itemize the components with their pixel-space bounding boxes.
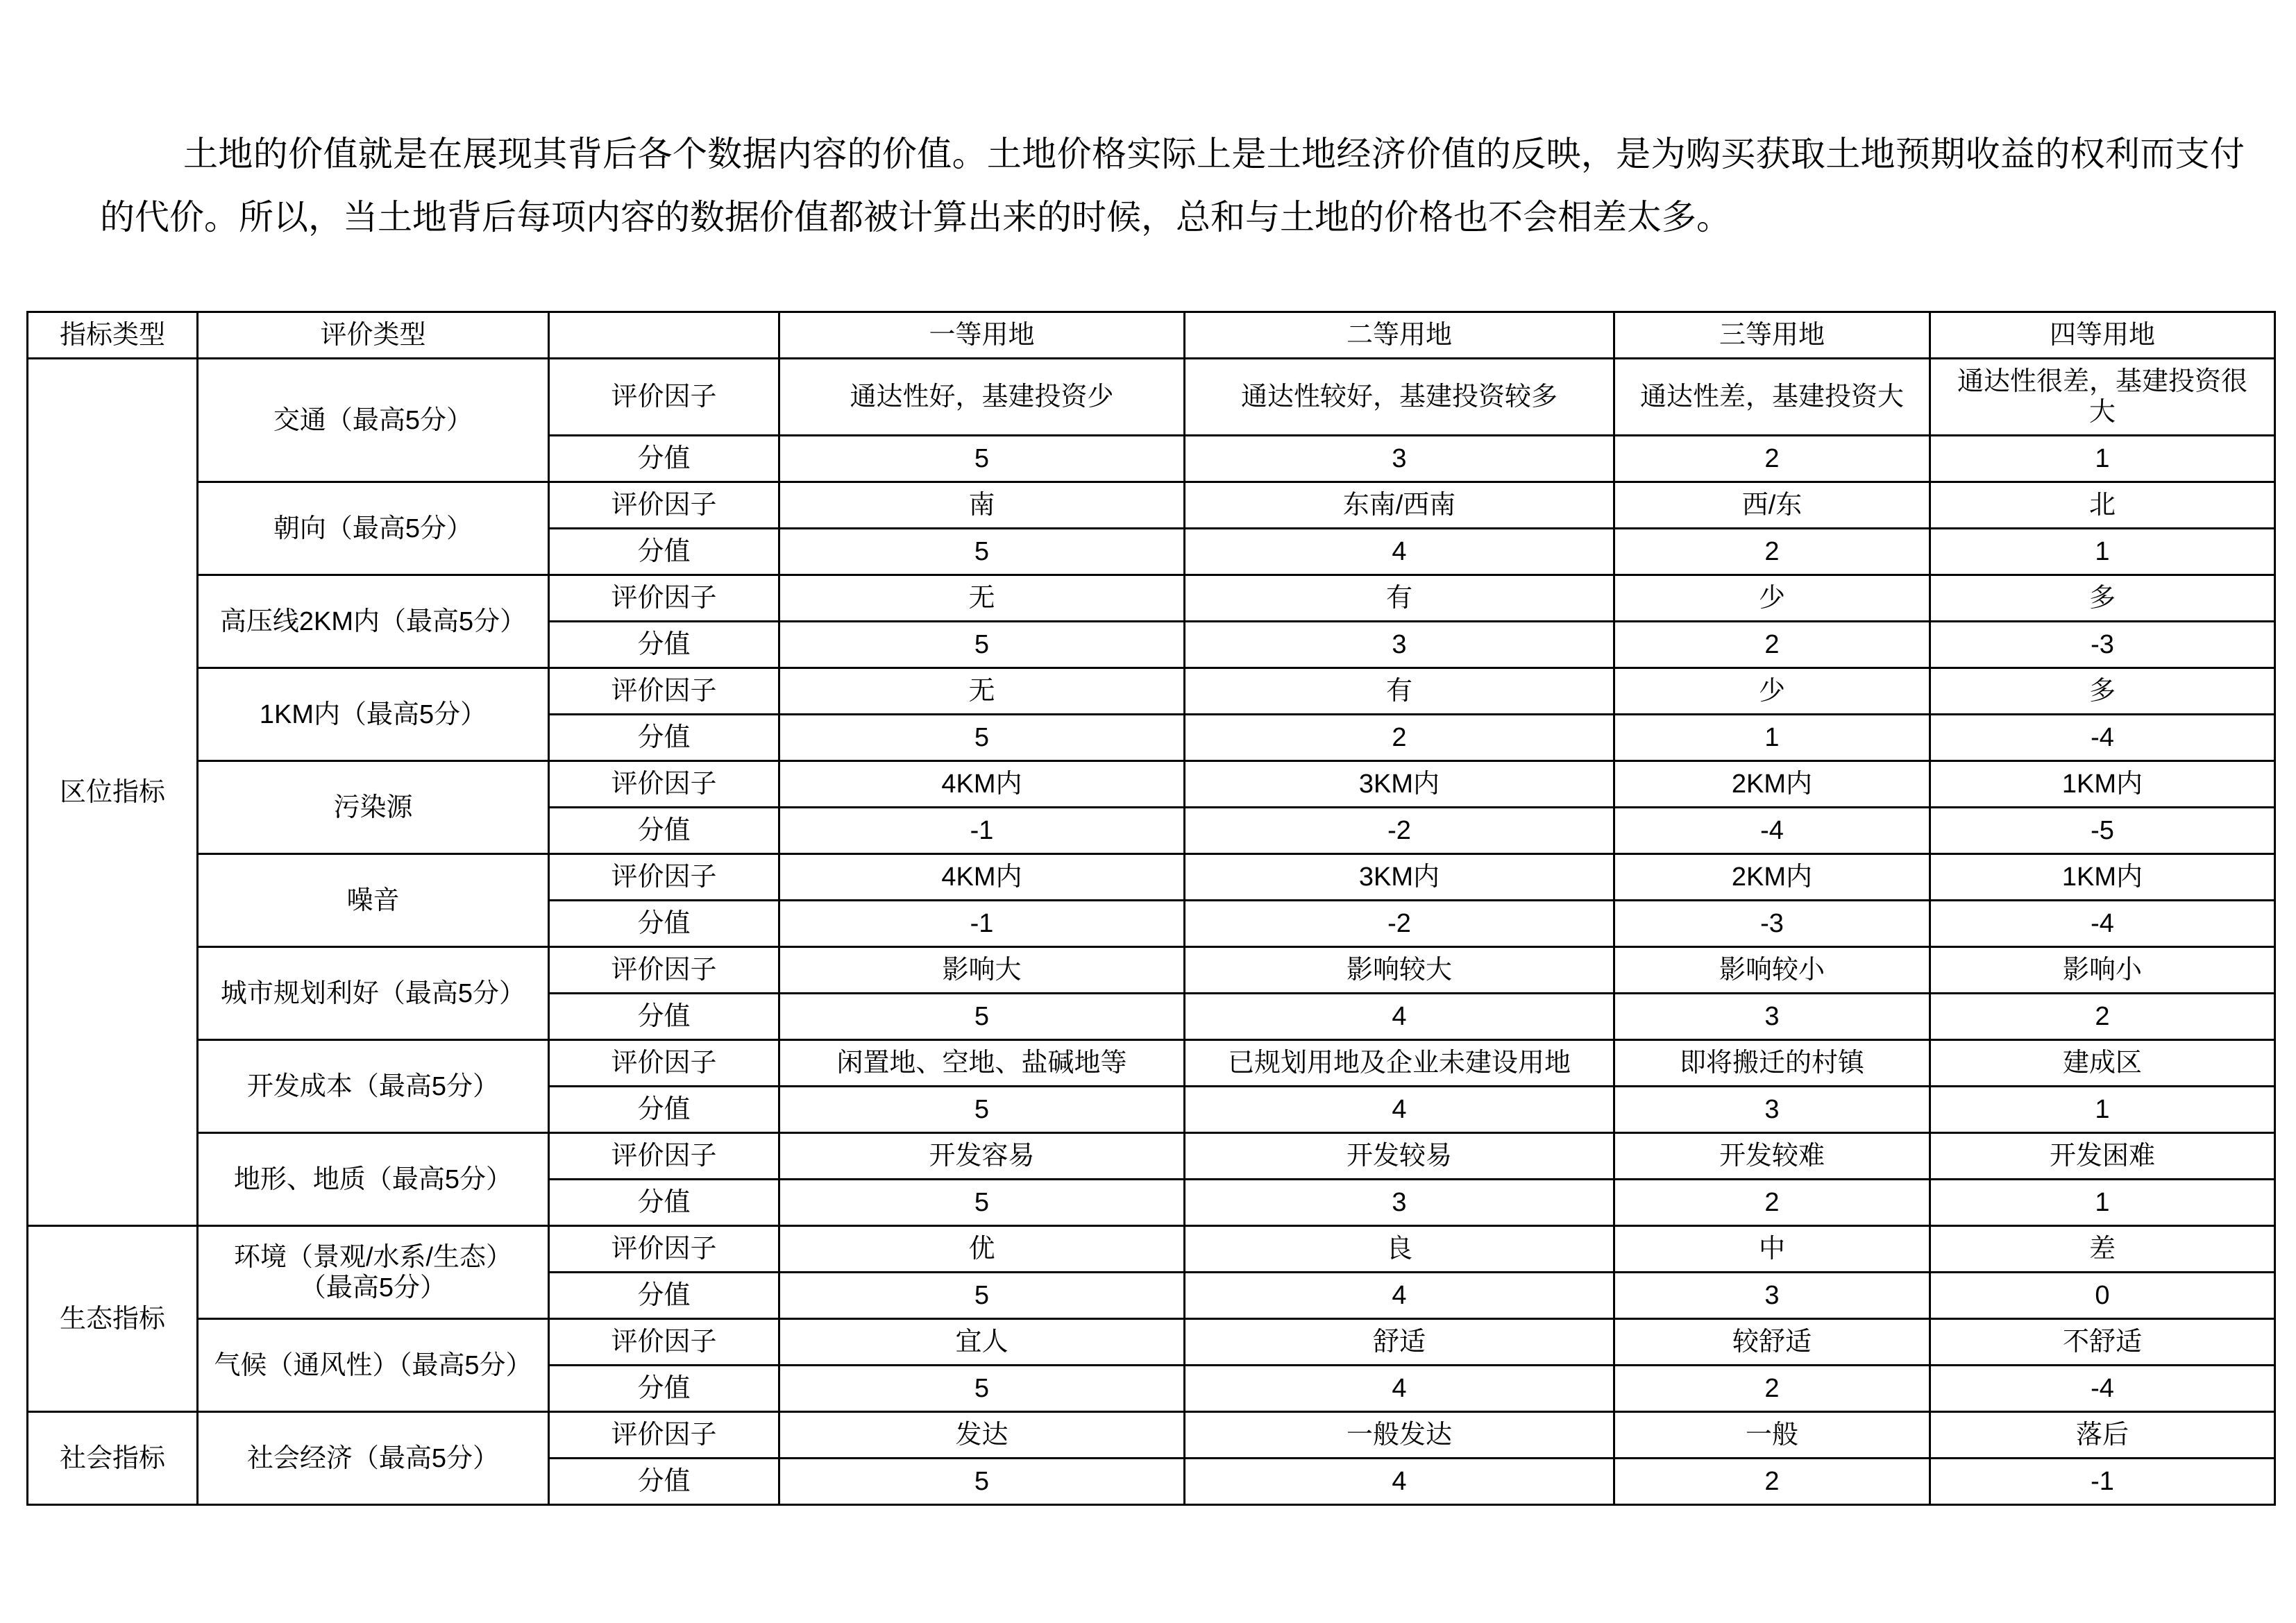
header-grade-4: 四等用地 xyxy=(1930,312,2275,359)
factor-cell: 影响大 xyxy=(779,947,1185,994)
score-cell: 5 xyxy=(779,1087,1185,1133)
score-label-cell: 分值 xyxy=(549,808,779,854)
factor-cell: 开发容易 xyxy=(779,1133,1185,1180)
category-cell: 社会指标 xyxy=(28,1412,198,1505)
score-cell: 3 xyxy=(1614,1087,1930,1133)
score-cell: 2 xyxy=(1614,436,1930,482)
factor-cell: 已规划用地及企业未建设用地 xyxy=(1185,1040,1614,1087)
score-cell: -3 xyxy=(1614,901,1930,947)
score-label-cell: 分值 xyxy=(549,901,779,947)
score-cell: 1 xyxy=(1930,1180,2275,1226)
factor-cell: 优 xyxy=(779,1226,1185,1273)
table-header xyxy=(28,312,2275,359)
score-cell: 2 xyxy=(1614,1366,1930,1412)
score-cell: 4 xyxy=(1185,1087,1614,1133)
factor-cell: 东南/西南 xyxy=(1185,482,1614,529)
score-cell: 2 xyxy=(1185,715,1614,761)
factor-cell: 2KM内 xyxy=(1614,761,1930,808)
land-grade-evaluation-table xyxy=(26,311,2276,1506)
score-label-cell: 分值 xyxy=(549,1180,779,1226)
score-cell: 2 xyxy=(1614,1180,1930,1226)
score-cell: 3 xyxy=(1614,994,1930,1040)
score-cell: 5 xyxy=(779,1366,1185,1412)
header-empty xyxy=(549,312,779,359)
factor-cell: 少 xyxy=(1614,668,1930,715)
score-cell: 2 xyxy=(1614,529,1930,575)
score-cell: 3 xyxy=(1185,436,1614,482)
score-label-cell: 分值 xyxy=(549,1273,779,1319)
score-cell: -4 xyxy=(1930,715,2275,761)
factor-cell: 4KM内 xyxy=(779,854,1185,901)
criterion-cell: 高压线2KM内（最高5分） xyxy=(198,575,549,668)
score-cell: -1 xyxy=(779,808,1185,854)
score-cell: 4 xyxy=(1185,529,1614,575)
factor-cell: 良 xyxy=(1185,1226,1614,1273)
criterion-cell: 朝向（最高5分） xyxy=(198,482,549,575)
table-body xyxy=(28,359,2275,1505)
factor-row xyxy=(28,854,2275,901)
criterion-cell: 污染源 xyxy=(198,761,549,854)
criterion-cell: 城市规划利好（最高5分） xyxy=(198,947,549,1040)
factor-label-cell: 评价因子 xyxy=(549,668,779,715)
score-cell: -2 xyxy=(1185,901,1614,947)
criterion-cell: 噪音 xyxy=(198,854,549,947)
factor-cell: 影响较大 xyxy=(1185,947,1614,994)
factor-cell: 南 xyxy=(779,482,1185,529)
score-cell: 5 xyxy=(779,436,1185,482)
category-cell: 区位指标 xyxy=(28,359,198,1226)
factor-label-cell: 评价因子 xyxy=(549,947,779,994)
factor-cell: 通达性差，基建投资大 xyxy=(1614,359,1930,436)
factor-label-cell: 评价因子 xyxy=(549,1133,779,1180)
score-label-cell: 分值 xyxy=(549,622,779,668)
factor-cell: 开发困难 xyxy=(1930,1133,2275,1180)
factor-cell: 发达 xyxy=(779,1412,1185,1459)
score-cell: -4 xyxy=(1930,1366,2275,1412)
factor-cell: 通达性很差，基建投资很大 xyxy=(1930,359,2275,436)
score-cell: 3 xyxy=(1185,622,1614,668)
score-label-cell: 分值 xyxy=(549,436,779,482)
factor-cell: 有 xyxy=(1185,668,1614,715)
criterion-cell: 交通（最高5分） xyxy=(198,359,549,482)
score-cell: 5 xyxy=(779,529,1185,575)
intro-paragraph: 土地的价值就是在展现其背后各个数据内容的价值。土地价格实际上是土地经济价值的反映，是为购买获取土地预期收益的权利而支付的代价。所以，当土地背后每项内容的数据价值都被计算出来的时候，总和与土地的价格也不会相差太多。 xyxy=(100,135,2245,237)
factor-row xyxy=(28,1319,2275,1366)
factor-cell: 通达性好，基建投资少 xyxy=(779,359,1185,436)
score-cell: -1 xyxy=(779,901,1185,947)
score-cell: 2 xyxy=(1614,622,1930,668)
score-cell: 2 xyxy=(1930,994,2275,1040)
factor-cell: 无 xyxy=(779,575,1185,622)
factor-cell: 西/东 xyxy=(1614,482,1930,529)
factor-cell: 有 xyxy=(1185,575,1614,622)
factor-label-cell: 评价因子 xyxy=(549,1319,779,1366)
criterion-cell: 地形、地质（最高5分） xyxy=(198,1133,549,1226)
score-label-cell: 分值 xyxy=(549,529,779,575)
factor-cell: 即将搬迁的村镇 xyxy=(1614,1040,1930,1087)
score-label-cell: 分值 xyxy=(549,1366,779,1412)
factor-cell: 较舒适 xyxy=(1614,1319,1930,1366)
factor-cell: 3KM内 xyxy=(1185,761,1614,808)
score-cell: 1 xyxy=(1614,715,1930,761)
score-cell: 4 xyxy=(1185,994,1614,1040)
factor-label-cell: 评价因子 xyxy=(549,1040,779,1087)
factor-row xyxy=(28,761,2275,808)
factor-cell: 1KM内 xyxy=(1930,854,2275,901)
score-cell: -5 xyxy=(1930,808,2275,854)
score-cell: 1 xyxy=(1930,436,2275,482)
factor-label-cell: 评价因子 xyxy=(549,359,779,436)
score-cell: 3 xyxy=(1185,1180,1614,1226)
factor-cell: 闲置地、空地、盐碱地等 xyxy=(779,1040,1185,1087)
factor-label-cell: 评价因子 xyxy=(549,482,779,529)
score-cell: 5 xyxy=(779,994,1185,1040)
score-cell: 2 xyxy=(1614,1459,1930,1505)
score-cell: -4 xyxy=(1930,901,2275,947)
score-cell: 5 xyxy=(779,1459,1185,1505)
category-cell: 生态指标 xyxy=(28,1226,198,1412)
factor-row xyxy=(28,1040,2275,1087)
factor-cell: 1KM内 xyxy=(1930,761,2275,808)
factor-label-cell: 评价因子 xyxy=(549,575,779,622)
score-cell: 0 xyxy=(1930,1273,2275,1319)
factor-cell: 差 xyxy=(1930,1226,2275,1273)
criterion-cell: 气候（通风性）（最高5分） xyxy=(198,1319,549,1412)
factor-cell: 2KM内 xyxy=(1614,854,1930,901)
score-cell: 5 xyxy=(779,1273,1185,1319)
factor-cell: 多 xyxy=(1930,668,2275,715)
criterion-cell: 1KM内（最高5分） xyxy=(198,668,549,761)
factor-row xyxy=(28,947,2275,994)
factor-cell: 舒适 xyxy=(1185,1319,1614,1366)
factor-cell: 影响小 xyxy=(1930,947,2275,994)
factor-cell: 4KM内 xyxy=(779,761,1185,808)
factor-cell: 开发较易 xyxy=(1185,1133,1614,1180)
factor-label-cell: 评价因子 xyxy=(549,761,779,808)
factor-cell: 一般发达 xyxy=(1185,1412,1614,1459)
factor-cell: 中 xyxy=(1614,1226,1930,1273)
score-cell: -1 xyxy=(1930,1459,2275,1505)
factor-cell: 无 xyxy=(779,668,1185,715)
header-evaluation-type: 评价类型 xyxy=(198,312,549,359)
score-cell: -4 xyxy=(1614,808,1930,854)
factor-row xyxy=(28,668,2275,715)
factor-cell: 北 xyxy=(1930,482,2275,529)
score-cell: 5 xyxy=(779,1180,1185,1226)
factor-label-cell: 评价因子 xyxy=(549,854,779,901)
factor-row xyxy=(28,1133,2275,1180)
header-grade-3: 三等用地 xyxy=(1614,312,1930,359)
score-label-cell: 分值 xyxy=(549,1087,779,1133)
score-cell: 1 xyxy=(1930,529,2275,575)
factor-cell: 一般 xyxy=(1614,1412,1930,1459)
factor-label-cell: 评价因子 xyxy=(549,1226,779,1273)
factor-label-cell: 评价因子 xyxy=(549,1412,779,1459)
factor-cell: 开发较难 xyxy=(1614,1133,1930,1180)
header-grade-2: 二等用地 xyxy=(1185,312,1614,359)
header-row xyxy=(28,312,2275,359)
score-label-cell: 分值 xyxy=(549,1459,779,1505)
header-grade-1: 一等用地 xyxy=(779,312,1185,359)
factor-cell: 少 xyxy=(1614,575,1930,622)
score-cell: 5 xyxy=(779,715,1185,761)
factor-cell: 宜人 xyxy=(779,1319,1185,1366)
factor-cell: 落后 xyxy=(1930,1412,2275,1459)
factor-cell: 3KM内 xyxy=(1185,854,1614,901)
score-cell: 4 xyxy=(1185,1366,1614,1412)
score-cell: -2 xyxy=(1185,808,1614,854)
score-cell: 1 xyxy=(1930,1087,2275,1133)
factor-cell: 通达性较好，基建投资较多 xyxy=(1185,359,1614,436)
criterion-cell: 社会经济（最高5分） xyxy=(198,1412,549,1505)
score-cell: 4 xyxy=(1185,1273,1614,1319)
score-label-cell: 分值 xyxy=(549,715,779,761)
factor-cell: 建成区 xyxy=(1930,1040,2275,1087)
factor-row xyxy=(28,575,2275,622)
criterion-cell: 环境（景观/水系/生态） （最高5分） xyxy=(198,1226,549,1319)
score-cell: -3 xyxy=(1930,622,2275,668)
score-cell: 4 xyxy=(1185,1459,1614,1505)
score-cell: 5 xyxy=(779,622,1185,668)
criterion-cell: 开发成本（最高5分） xyxy=(198,1040,549,1133)
factor-row xyxy=(28,359,2275,436)
factor-cell: 不舒适 xyxy=(1930,1319,2275,1366)
factor-row xyxy=(28,1226,2275,1273)
factor-cell: 多 xyxy=(1930,575,2275,622)
factor-row xyxy=(28,482,2275,529)
score-label-cell: 分值 xyxy=(549,994,779,1040)
header-indicator-type: 指标类型 xyxy=(28,312,198,359)
factor-row xyxy=(28,1412,2275,1459)
score-cell: 3 xyxy=(1614,1273,1930,1319)
factor-cell: 影响较小 xyxy=(1614,947,1930,994)
